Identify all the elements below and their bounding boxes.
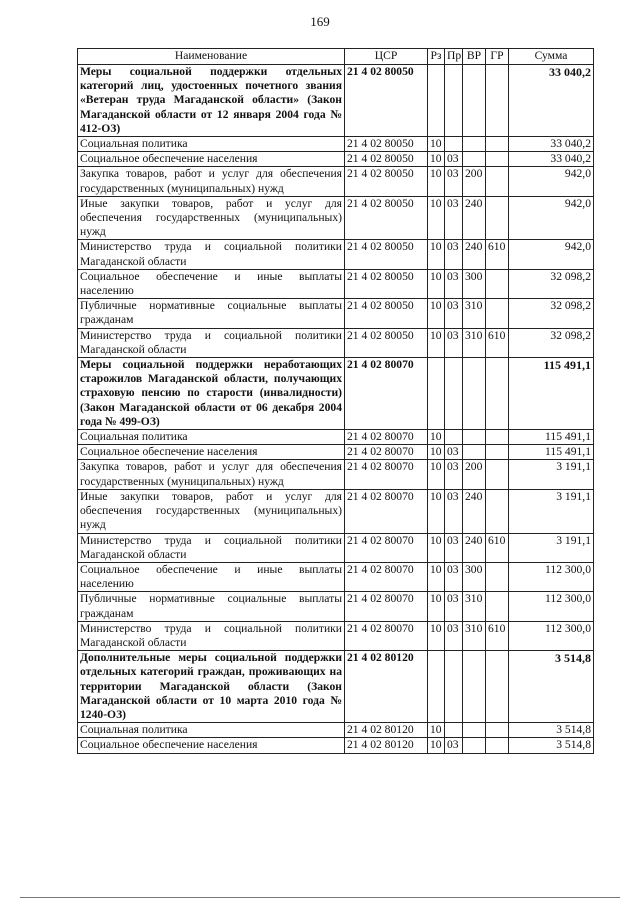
cell-code: 21 4 02 80050 — [345, 152, 428, 167]
table-header — [78, 49, 594, 65]
cell-pr: 03 — [445, 621, 463, 650]
cell-sum: 942,0 — [509, 240, 594, 269]
cell-name: Меры социальной поддержки отдельных категорий лиц, удостоенных почетного звания «Ветеран труда Магаданской области» (Закон Магаданской области от 12 января 2004 года № 412-ОЗ) — [78, 65, 345, 137]
cell-sum: 3 191,1 — [509, 460, 594, 489]
cell-sum: 32 098,2 — [509, 328, 594, 357]
cell-name: Иные закупки товаров, работ и услуг для обеспечения государственных (муниципальных) нужд — [78, 489, 345, 533]
cell-vr — [463, 723, 486, 738]
table-row — [78, 167, 594, 196]
cell-code: 21 4 02 80050 — [345, 137, 428, 152]
table-row — [78, 562, 594, 591]
cell-pr: 03 — [445, 738, 463, 753]
table-row — [78, 358, 594, 430]
header-vr: ВР — [463, 49, 486, 65]
header-rz: Рз — [428, 49, 445, 65]
cell-vr: 310 — [463, 621, 486, 650]
cell-pr — [445, 358, 463, 430]
cell-rz: 10 — [428, 196, 445, 240]
cell-rz: 10 — [428, 299, 445, 328]
cell-code: 21 4 02 80120 — [345, 651, 428, 723]
cell-rz — [428, 65, 445, 137]
cell-code: 21 4 02 80070 — [345, 445, 428, 460]
cell-name: Социальное обеспечение и иные выплаты населению — [78, 562, 345, 591]
cell-sum: 33 040,2 — [509, 152, 594, 167]
cell-pr: 03 — [445, 152, 463, 167]
cell-code: 21 4 02 80070 — [345, 621, 428, 650]
cell-rz: 10 — [428, 445, 445, 460]
cell-pr — [445, 430, 463, 445]
cell-rz: 10 — [428, 240, 445, 269]
cell-name: Министерство труда и социальной политики Магаданской области — [78, 240, 345, 269]
cell-sum: 112 300,0 — [509, 562, 594, 591]
table-row — [78, 152, 594, 167]
cell-vr: 240 — [463, 196, 486, 240]
cell-code: 21 4 02 80070 — [345, 358, 428, 430]
header-pr: Пр — [445, 49, 463, 65]
cell-name: Закупка товаров, работ и услуг для обеспечения государственных (муниципальных) нужд — [78, 460, 345, 489]
cell-gr — [486, 269, 509, 298]
header-code: ЦСР — [345, 49, 428, 65]
table-row — [78, 240, 594, 269]
cell-gr: 610 — [486, 621, 509, 650]
cell-sum: 112 300,0 — [509, 592, 594, 621]
cell-pr: 03 — [445, 299, 463, 328]
cell-name: Закупка товаров, работ и услуг для обеспечения государственных (муниципальных) нужд — [78, 167, 345, 196]
cell-vr: 200 — [463, 167, 486, 196]
cell-pr — [445, 651, 463, 723]
cell-pr: 03 — [445, 562, 463, 591]
cell-vr: 240 — [463, 240, 486, 269]
cell-code: 21 4 02 80070 — [345, 430, 428, 445]
cell-vr: 300 — [463, 269, 486, 298]
cell-sum: 32 098,2 — [509, 299, 594, 328]
cell-gr: 610 — [486, 533, 509, 562]
cell-pr: 03 — [445, 445, 463, 460]
cell-gr — [486, 592, 509, 621]
cell-sum: 33 040,2 — [509, 137, 594, 152]
cell-name: Социальное обеспечение населения — [78, 738, 345, 753]
cell-vr — [463, 430, 486, 445]
cell-sum: 942,0 — [509, 167, 594, 196]
cell-sum: 3 191,1 — [509, 533, 594, 562]
cell-vr — [463, 358, 486, 430]
cell-name: Социальное обеспечение и иные выплаты населению — [78, 269, 345, 298]
cell-name: Дополнительные меры социальной поддержки отдельных категорий граждан, проживающих на территории Магаданской области (Закон Магаданской области от 10 марта 2010 года № 1240-ОЗ) — [78, 651, 345, 723]
cell-code: 21 4 02 80120 — [345, 723, 428, 738]
table-row — [78, 445, 594, 460]
table-row — [78, 723, 594, 738]
cell-name: Социальная политика — [78, 430, 345, 445]
budget-table — [77, 48, 594, 754]
cell-pr: 03 — [445, 196, 463, 240]
cell-pr: 03 — [445, 328, 463, 357]
table-row — [78, 460, 594, 489]
cell-gr: 610 — [486, 240, 509, 269]
header-name: Наименование — [78, 49, 345, 65]
cell-gr — [486, 65, 509, 137]
cell-vr — [463, 152, 486, 167]
cell-sum: 942,0 — [509, 196, 594, 240]
cell-rz: 10 — [428, 489, 445, 533]
cell-rz: 10 — [428, 621, 445, 650]
cell-name: Министерство труда и социальной политики Магаданской области — [78, 533, 345, 562]
cell-vr — [463, 65, 486, 137]
cell-code: 21 4 02 80050 — [345, 328, 428, 357]
cell-pr — [445, 137, 463, 152]
cell-code: 21 4 02 80050 — [345, 240, 428, 269]
header-row — [78, 49, 594, 65]
cell-gr — [486, 723, 509, 738]
cell-rz: 10 — [428, 430, 445, 445]
cell-gr — [486, 651, 509, 723]
cell-code: 21 4 02 80050 — [345, 196, 428, 240]
cell-sum: 3 514,8 — [509, 651, 594, 723]
cell-pr: 03 — [445, 489, 463, 533]
cell-vr — [463, 738, 486, 753]
table-row — [78, 592, 594, 621]
cell-gr — [486, 562, 509, 591]
cell-vr: 300 — [463, 562, 486, 591]
cell-pr: 03 — [445, 269, 463, 298]
cell-sum: 115 491,1 — [509, 445, 594, 460]
cell-gr — [486, 460, 509, 489]
cell-vr: 200 — [463, 460, 486, 489]
cell-name: Публичные нормативные социальные выплаты гражданам — [78, 592, 345, 621]
cell-vr: 240 — [463, 533, 486, 562]
table-row — [78, 137, 594, 152]
cell-vr: 240 — [463, 489, 486, 533]
cell-sum: 3 514,8 — [509, 738, 594, 753]
cell-sum: 32 098,2 — [509, 269, 594, 298]
table-row — [78, 196, 594, 240]
cell-name: Социальная политика — [78, 723, 345, 738]
table-row — [78, 430, 594, 445]
cell-rz — [428, 358, 445, 430]
cell-rz: 10 — [428, 562, 445, 591]
header-sum: Сумма — [509, 49, 594, 65]
cell-gr — [486, 152, 509, 167]
cell-rz: 10 — [428, 328, 445, 357]
cell-rz: 10 — [428, 460, 445, 489]
cell-name: Социальная политика — [78, 137, 345, 152]
cell-rz: 10 — [428, 723, 445, 738]
cell-code: 21 4 02 80070 — [345, 460, 428, 489]
table-body — [78, 65, 594, 754]
cell-pr: 03 — [445, 240, 463, 269]
cell-name: Иные закупки товаров, работ и услуг для обеспечения государственных (муниципальных) нужд — [78, 196, 345, 240]
cell-pr — [445, 65, 463, 137]
cell-pr — [445, 723, 463, 738]
cell-name: Министерство труда и социальной политики Магаданской области — [78, 328, 345, 357]
cell-code: 21 4 02 80050 — [345, 269, 428, 298]
cell-gr — [486, 445, 509, 460]
cell-pr: 03 — [445, 460, 463, 489]
cell-rz: 10 — [428, 152, 445, 167]
cell-name: Публичные нормативные социальные выплаты гражданам — [78, 299, 345, 328]
cell-name: Социальное обеспечение населения — [78, 445, 345, 460]
cell-rz: 10 — [428, 269, 445, 298]
cell-gr — [486, 489, 509, 533]
table-row — [78, 328, 594, 357]
table-row — [78, 621, 594, 650]
page-number: 169 — [310, 14, 330, 29]
cell-gr — [486, 167, 509, 196]
cell-gr — [486, 196, 509, 240]
cell-rz: 10 — [428, 137, 445, 152]
cell-name: Социальное обеспечение населения — [78, 152, 345, 167]
cell-code: 21 4 02 80070 — [345, 562, 428, 591]
cell-name: Меры социальной поддержки неработающих старожилов Магаданской области, получающих страховую пенсию по старости (инвалидности) (Закон Магаданской области от 06 декабря 2004 года № 499-ОЗ) — [78, 358, 345, 430]
cell-pr: 03 — [445, 167, 463, 196]
cell-vr: 310 — [463, 592, 486, 621]
cell-code: 21 4 02 80070 — [345, 533, 428, 562]
table-row — [78, 533, 594, 562]
cell-vr — [463, 137, 486, 152]
header-gr: ГР — [486, 49, 509, 65]
table-row — [78, 489, 594, 533]
cell-code: 21 4 02 80050 — [345, 65, 428, 137]
cell-code: 21 4 02 80120 — [345, 738, 428, 753]
bottom-rule — [20, 897, 620, 898]
cell-sum: 115 491,1 — [509, 358, 594, 430]
cell-vr — [463, 651, 486, 723]
cell-name: Министерство труда и социальной политики Магаданской области — [78, 621, 345, 650]
cell-vr — [463, 445, 486, 460]
cell-gr — [486, 738, 509, 753]
cell-rz: 10 — [428, 592, 445, 621]
cell-pr: 03 — [445, 533, 463, 562]
cell-rz: 10 — [428, 738, 445, 753]
table-row — [78, 65, 594, 137]
table-row — [78, 738, 594, 753]
cell-sum: 3 514,8 — [509, 723, 594, 738]
cell-vr: 310 — [463, 328, 486, 357]
cell-gr — [486, 430, 509, 445]
cell-rz: 10 — [428, 533, 445, 562]
cell-sum: 3 191,1 — [509, 489, 594, 533]
cell-vr: 310 — [463, 299, 486, 328]
cell-code: 21 4 02 80050 — [345, 299, 428, 328]
table-row — [78, 299, 594, 328]
cell-sum: 112 300,0 — [509, 621, 594, 650]
cell-code: 21 4 02 80050 — [345, 167, 428, 196]
table-row — [78, 651, 594, 723]
cell-gr — [486, 299, 509, 328]
cell-pr: 03 — [445, 592, 463, 621]
cell-gr — [486, 137, 509, 152]
cell-gr — [486, 358, 509, 430]
cell-sum: 115 491,1 — [509, 430, 594, 445]
cell-sum: 33 040,2 — [509, 65, 594, 137]
cell-code: 21 4 02 80070 — [345, 489, 428, 533]
cell-gr: 610 — [486, 328, 509, 357]
table-row — [78, 269, 594, 298]
cell-code: 21 4 02 80070 — [345, 592, 428, 621]
cell-rz — [428, 651, 445, 723]
cell-rz: 10 — [428, 167, 445, 196]
